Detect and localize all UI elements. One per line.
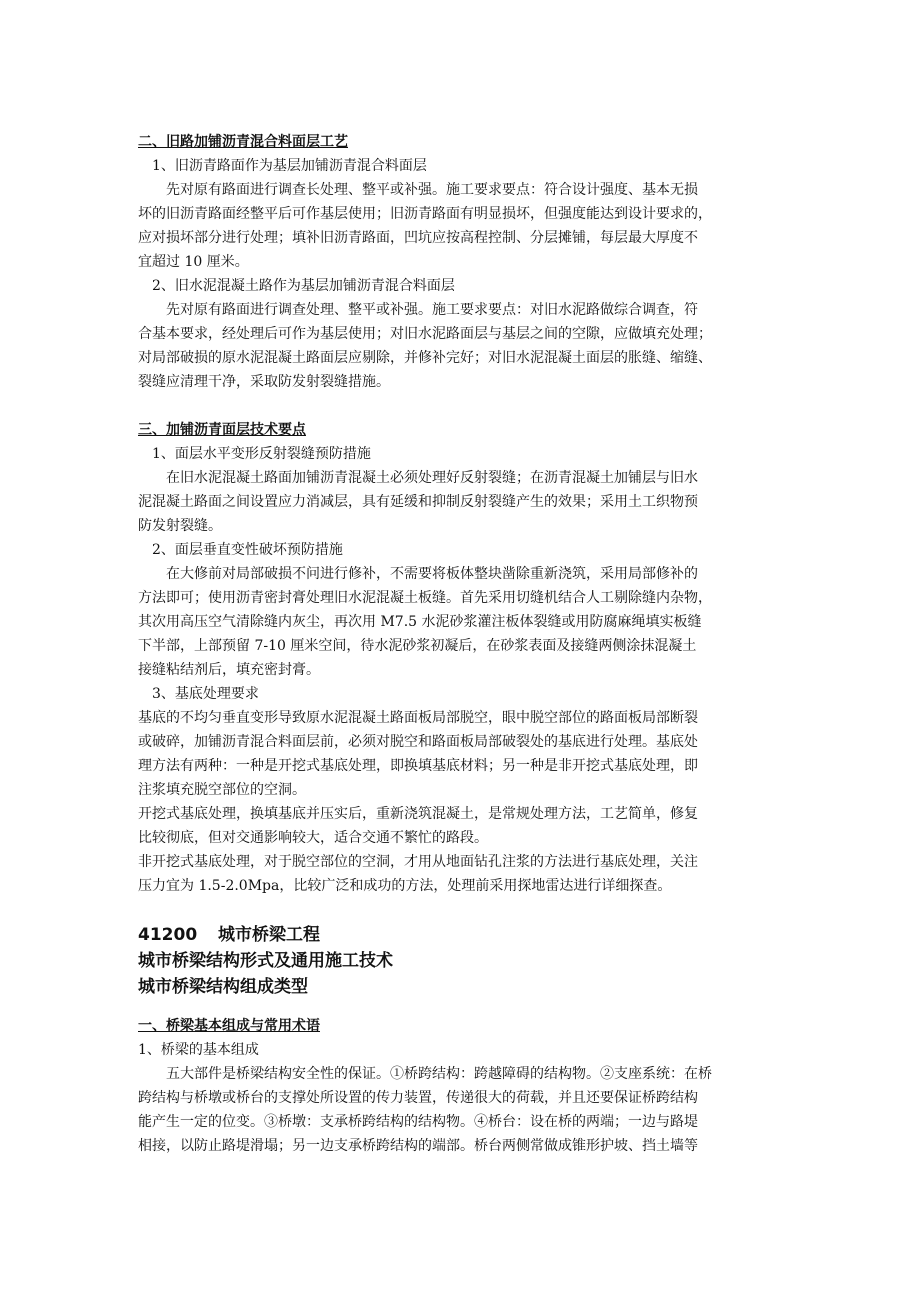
subsection-title-b1-1: 1、桥梁的基本组成 — [138, 1042, 259, 1058]
subsection-title-3-3: 3、基底处理要求 — [152, 686, 259, 702]
text-line: 先对原有路面进行调查处理、整平或补强。施工要求要点：对旧水泥路做综合调查，符 — [166, 302, 698, 318]
section-heading-b1: 一、桥梁基本组成与常用术语 — [138, 1018, 320, 1034]
text-line: 防发射裂缝。 — [138, 518, 222, 534]
text-line: 其次用高压空气清除缝内灰尘，再次用 M7.5 水泥砂浆灌注板体裂缝或用防腐麻绳填实板缝 — [138, 614, 702, 630]
document-page — [138, 130, 788, 1158]
text-line: 裂缝应清理干净，采取防发射裂缝措施。 — [138, 374, 390, 390]
spacer — [138, 394, 788, 418]
text-line: 非开挖式基底处理，对于脱空部位的空洞，才用从地面钻孔注浆的方法进行基底处理，关注 — [138, 854, 698, 870]
text-line: 在大修前对局部破损不问进行修补，不需要将板体整块凿除重新浇筑，采用局部修补的 — [166, 566, 698, 582]
paragraph-b1-1 — [138, 1062, 788, 1158]
paragraph-3-2 — [138, 562, 788, 682]
text-line: 下半部，上部预留 7-10 厘米空间，待水泥砂浆初凝后，在砂浆表面及接缝两侧涂抹混凝土 — [138, 638, 697, 654]
spacer — [138, 898, 788, 922]
text-line: 坏的旧沥青路面经整平后可作基层使用；旧沥青路面有明显损坏，但强度能达到设计要求的， — [138, 206, 712, 222]
text-line: 应对损坏部分进行处理；填补旧沥青路面，凹坑应按高程控制、分层摊铺，每层最大厚度不 — [138, 230, 698, 246]
section-heading-2: 二、旧路加铺沥青混合料面层工艺 — [138, 134, 348, 150]
subsection-title-3-2: 2、面层垂直变性破坏预防措施 — [152, 542, 343, 558]
subsection-title-3-1: 1、面层水平变形反射裂缝预防措施 — [152, 446, 371, 462]
text-line: 接缝粘结剂后，填充密封膏。 — [138, 662, 320, 678]
paragraph-2-2 — [138, 298, 788, 394]
text-line: 压力宜为 1.5-2.0Mpa，比较广泛和成功的方法，处理前采用探地雷达进行详细探查。 — [138, 878, 672, 894]
paragraph-3-3 — [138, 706, 788, 898]
text-line: 比较彻底，但对交通影响较大，适合交通不繁忙的路段。 — [138, 830, 488, 846]
paragraph-3-1 — [138, 466, 788, 538]
subsection-title-2-2: 2、旧水泥混凝土路作为基层加铺沥青混合料面层 — [152, 278, 455, 294]
chapter-code: 41200 — [138, 925, 198, 945]
chapter-name: 城市桥梁工程 — [218, 925, 320, 945]
text-line: 注浆填充脱空部位的空洞。 — [138, 782, 306, 798]
text-line: 能产生一定的位变。③桥墩：支承桥跨结构的结构物。④桥台：设在桥的两端；一边与路堤 — [138, 1114, 698, 1130]
text-line: 宜超过 10 厘米。 — [138, 254, 249, 270]
text-line: 跨结构与桥墩或桥台的支撑处所设置的传力装置，传递很大的荷载，并且还要保证桥跨结构 — [138, 1090, 698, 1106]
text-line: 方法即可；使用沥青密封膏处理旧水泥混凝土板缝。首先采用切缝机结合人工剔除缝内杂物， — [138, 590, 712, 606]
text-line: 泥混凝土路面之间设置应力消减层，具有延缓和抑制反射裂缝产生的效果；采用土工织物预 — [138, 494, 698, 510]
subsection-title-2-1: 1、旧沥青路面作为基层加铺沥青混合料面层 — [152, 158, 427, 174]
text-line: 五大部件是桥梁结构安全性的保证。①桥跨结构：跨越障碍的结构物。②支座系统：在桥 — [166, 1066, 712, 1082]
text-line: 相接，以防止路堤滑塌；另一边支承桥跨结构的端部。桥台两侧常做成锥形护坡、挡土墙等 — [138, 1138, 698, 1154]
text-line: 对局部破损的原水泥混凝土路面层应剔除，并修补完好；对旧水泥混凝土面层的胀缝、缩缝、 — [138, 350, 712, 366]
text-line: 基底的不均匀垂直变形导致原水泥混凝土路面板局部脱空，眼中脱空部位的路面板局部断裂 — [138, 710, 698, 726]
text-line: 开挖式基底处理，换填基底并压实后，重新浇筑混凝土，是常规处理方法，工艺简单，修复 — [138, 806, 698, 822]
spacer — [138, 1000, 788, 1014]
chapter-subtitle-2: 城市桥梁结构组成类型 — [138, 977, 308, 997]
chapter-subtitle-1: 城市桥梁结构形式及通用施工技术 — [138, 951, 393, 971]
paragraph-2-1 — [138, 178, 788, 274]
text-line: 在旧水泥混凝土路面加铺沥青混凝土必须处理好反射裂缝；在沥青混凝土加铺层与旧水 — [166, 470, 698, 486]
section-heading-3: 三、加铺沥青面层技术要点 — [138, 422, 306, 438]
text-line: 合基本要求，经处理后可作为基层使用；对旧水泥路面层与基层之间的空隙，应做填充处理； — [138, 326, 712, 342]
text-line: 或破碎，加铺沥青混合料面层前，必须对脱空和路面板局部破裂处的基底进行处理。基底处 — [138, 734, 698, 750]
chapter-title — [138, 922, 788, 948]
text-line: 先对原有路面进行调查长处理、整平或补强。施工要求要点：符合设计强度、基本无损 — [166, 182, 698, 198]
text-line: 理方法有两种：一种是开挖式基底处理，即换填基底材料；另一种是非开挖式基底处理，即 — [138, 758, 698, 774]
